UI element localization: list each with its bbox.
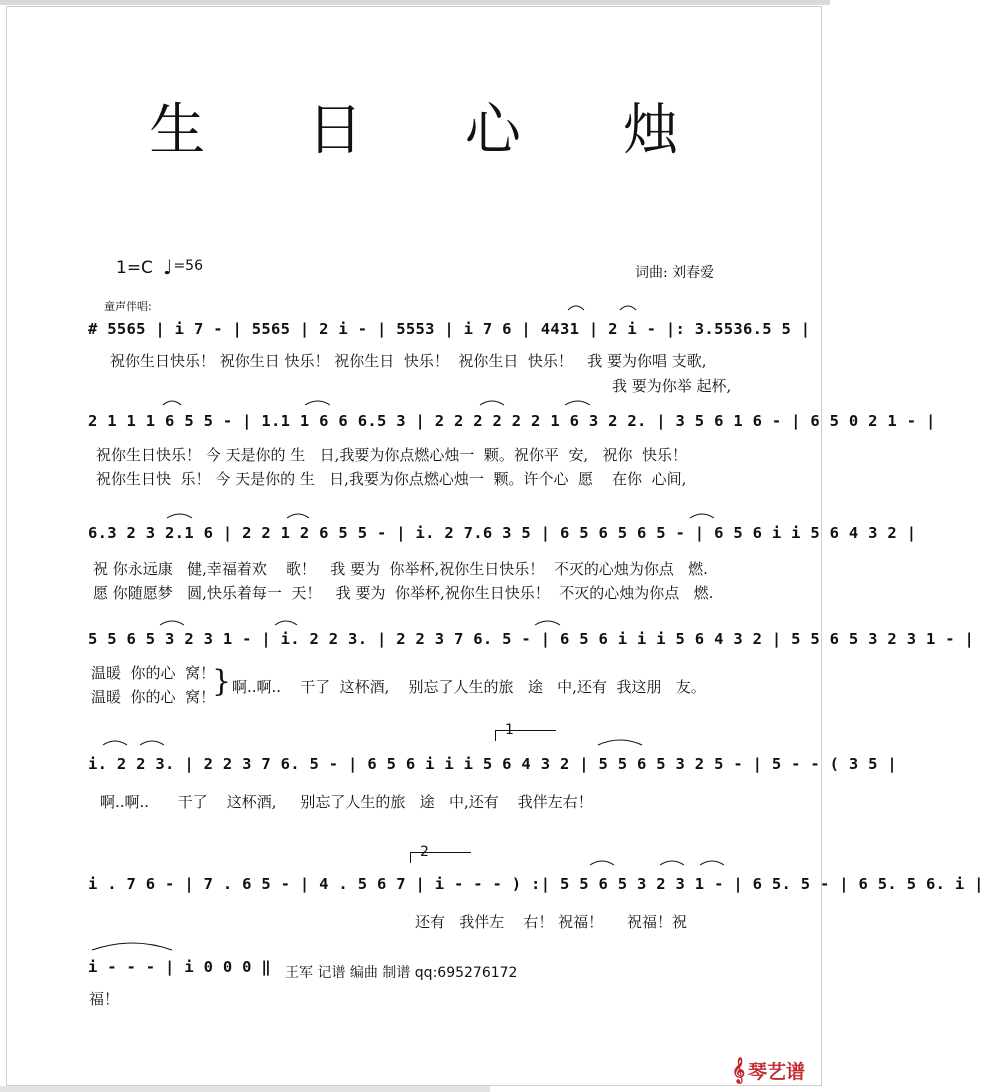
logo-text: 琴艺谱 (748, 1061, 806, 1083)
quarter-note-icon: ♩ (163, 255, 173, 279)
lyric-line-2a: 祝你生日快乐！ 今 天是你的 生 日,我要为你点燃心烛一 颗。祝你平 安, 祝你 快乐！ (96, 446, 688, 464)
lyric-line-4c: 啊..啊.. 干了 这杯酒, 别忘了人生的旅 途 中,还有 我这朋 友。 (232, 678, 706, 696)
score-line-3: 6.3 2 3 2.1 6 | 2 2 1 2 6 5 5 - | i. 2 7.6 3 5 | 6 5 6 5 6 5 - | 6 5 6 i i 5 6 4 3 2 | (88, 524, 917, 542)
accompaniment-label: 童声伴唱: (104, 300, 152, 313)
tempo-mark (163, 255, 203, 279)
lyric-line-5: 啊..啊.. 干了 这杯酒, 别忘了人生的旅 途 中,还有 我伴左右！ (100, 793, 593, 811)
bottom-border (0, 1086, 490, 1092)
lyric-brace: } (212, 664, 232, 699)
score-line-7: i - - - | i 0 0 0 ‖ (88, 958, 272, 976)
lyric-line-4b: 温暖 你的心 窝！ (91, 688, 216, 706)
score-line-1: # 5565 | i 7 - | 5565 | 2 i - | 5553 | i 7 6 | 4431 | 2 i - |: 3.5536.5 5 | (88, 320, 811, 338)
score-line-5: i. 2 2 3. | 2 2 3 7 6. 5 - | 6 5 6 i i i 5 6 4 3 2 | 5 5 6 5 3 2 5 - | 5 - - ( 3 5 | (88, 755, 898, 773)
logo-icon: 𝄞 (732, 1058, 746, 1083)
score-line-6: i . 7 6 - | 7 . 6 5 - | 4 . 5 6 7 | i - - - ) :| 5 5 6 5 3 2 3 1 - | 6 5. 5 - | 6 5. 5 6. i | (88, 875, 984, 893)
lyric-line-6: 还有 我伴左 右！ 祝福！ 祝福！祝 (415, 913, 687, 931)
lyric-line-1b: 我 要为你举 起杯, (612, 377, 732, 395)
lyric-line-7: 福！ (89, 990, 120, 1008)
composer-credit: 词曲: 刘春爱 (635, 265, 715, 281)
site-logo (732, 1057, 805, 1084)
score-line-2: 2 1 1 1 6 5 5 - | 1.1 1 6 6 6.5 3 | 2 2 2 2 2 2 1 6 3 2 2. | 3 5 6 1 6 - | 6 5 0 2 1 - | (88, 412, 936, 430)
tempo-value: =56 (173, 258, 203, 274)
lyric-line-1a: 祝你生日快乐！ 祝你生日 快乐！ 祝你生日 快乐！ 祝你生日 快乐！ 我 要为你唱 支歌, (110, 352, 707, 370)
volta-number: 2 (420, 844, 429, 860)
lyric-line-2b: 祝你生日快 乐！ 今 天是你的 生 日,我要为你点燃心烛一 颗。许个心 愿 在你 心间, (96, 470, 687, 488)
top-border (0, 0, 830, 5)
volta-number: 1 (505, 722, 514, 738)
lyric-line-4a: 温暖 你的心 窝！ (91, 664, 216, 682)
lyric-line-3a: 祝 你永远康 健,幸福着欢 歌！ 我 要为 你举杯,祝你生日快乐！ 不灭的心烛为你点 燃. (93, 560, 708, 578)
score-line-4: 5 5 6 5 3 2 3 1 - | i. 2 2 3. | 2 2 3 7 6. 5 - | 6 5 6 i i i 5 6 4 3 2 | 5 5 6 5 3 2 3 1 - | (88, 630, 975, 648)
arranger-signature: 王军 记谱 编曲 制谱 qq:695276172 (285, 965, 518, 981)
song-title: 生 日 心 烛 (149, 98, 721, 163)
key-signature: 1=C (116, 258, 153, 278)
lyric-line-3b: 愿 你随愿梦 圆,快乐着每一 天！ 我 要为 你举杯,祝你生日快乐！ 不灭的心烛为你点 燃. (93, 584, 714, 602)
